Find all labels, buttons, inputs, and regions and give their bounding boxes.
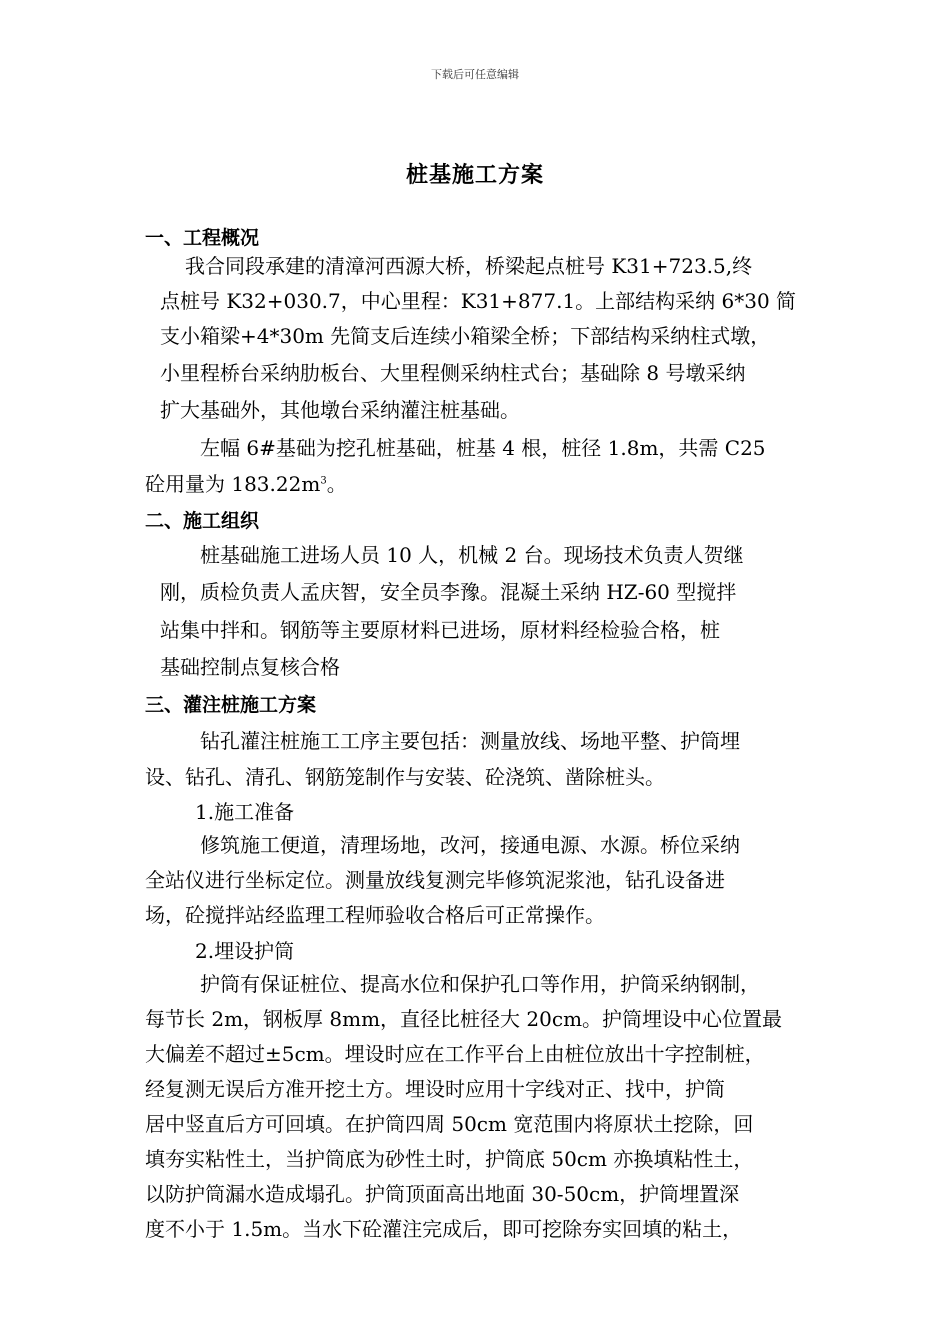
paragraph-line: 场，砼搅拌站经监理工程师验收合格后可正常操作。 (145, 903, 605, 927)
paragraph-line: 修筑施工便道，清理场地，改河，接通电源、水源。桥位采纳 (200, 833, 740, 857)
paragraph-line: 小里程桥台采纳肋板台、大里程侧采纳柱式台；基础除 8 号墩采纳 (160, 361, 746, 385)
subheading-casing: 2.埋设护筒 (195, 939, 295, 963)
paragraph-line: 桩基础施工进场人员 10 人，机械 2 台。现场技术负责人贺继 (200, 543, 744, 567)
paragraph-line: 填夯实粘性土，当护筒底为砂性土时，护筒底 50cm 亦换填粘性土， (145, 1147, 754, 1171)
paragraph-line: 基础控制点复核合格 (160, 655, 340, 679)
paragraph-line: 以防护筒漏水造成塌孔。护筒顶面高出地面 30-50cm，护筒埋置深 (145, 1182, 740, 1206)
section-heading-pile-plan: 三、灌注桩施工方案 (145, 694, 317, 716)
cubic-superscript: 3 (320, 475, 327, 487)
paragraph-line: 居中竖直后方可回填。在护筒四周 50cm 宽范围内将原状土挖除，回 (145, 1112, 754, 1136)
paragraph-line: 钻孔灌注桩施工工序主要包括：测量放线、场地平整、护筒埋 (200, 729, 740, 753)
paragraph-line: 经复测无误后方准开挖土方。埋设时应用十字线对正、找中，护筒 (145, 1077, 725, 1101)
section-heading-overview: 一、工程概况 (145, 227, 260, 249)
paragraph-line: 支小箱梁+4*30m 先简支后连续小箱梁全桥；下部结构采纳柱式墩， (160, 324, 771, 348)
paragraph-line: 设、钻孔、清孔、钢筋笼制作与安装、砼浇筑、凿除桩头。 (145, 765, 665, 789)
paragraph-line: 我合同段承建的清漳河西源大桥，桥梁起点桩号 K31+723.5,终 (185, 254, 753, 278)
paragraph-line: 扩大基础外，其他墩台采纳灌注桩基础。 (160, 398, 520, 422)
header-note: 下载后可任意编辑 (431, 68, 519, 81)
paragraph-line: 全站仪进行坐标定位。测量放线复测完毕修筑泥浆池，钻孔设备进 (145, 868, 725, 892)
document-title: 桩基施工方案 (405, 162, 544, 188)
section-heading-organization: 二、施工组织 (145, 510, 260, 532)
paragraph-line: 站集中拌和。钢筋等主要原材料已进场，原材料经检验合格，桩 (160, 618, 720, 642)
paragraph-line: 护筒有保证桩位、提高水位和保护孔口等作用，护筒采纳钢制， (200, 972, 760, 996)
period: 。 (326, 472, 347, 496)
paragraph-line: 左幅 6#基础为挖孔桩基础，桩基 4 根，桩径 1.8m，共需 C25 (200, 436, 766, 460)
paragraph-line: 每节长 2m，钢板厚 8mm，直径比桩径大 20cm。护筒埋设中心位置最 (145, 1007, 783, 1031)
paragraph-line: 大偏差不超过±5cm。埋设时应在工作平台上由桩位放出十字控制桩， (145, 1042, 765, 1066)
paragraph-line: 点桩号 K32+030.7，中心里程：K31+877.1。上部结构采纳 6*30 简 (160, 289, 797, 313)
subheading-preparation: 1.施工准备 (195, 800, 295, 824)
paragraph-line: 刚，质检负责人孟庆智，安全员李豫。混凝土采纳 HZ-60 型搅拌 (160, 580, 737, 604)
paragraph-line: 度不小于 1.5m。当水下砼灌注完成后，即可挖除夯实回填的粘土， (145, 1217, 743, 1241)
concrete-volume-text: 砼用量为 183.22m (145, 472, 321, 496)
paragraph-line (145, 472, 347, 496)
